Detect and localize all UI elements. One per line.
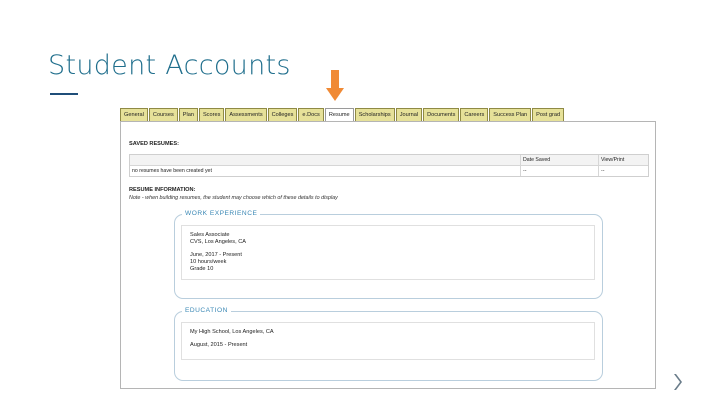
job-grade: Grade 10: [190, 266, 214, 272]
tab-colleges[interactable]: Colleges: [268, 108, 298, 121]
tab-plan[interactable]: Plan: [179, 108, 198, 121]
slide-title: Student Accounts: [48, 50, 291, 81]
title-underline: [50, 93, 78, 95]
tab-resume[interactable]: Resume: [325, 108, 354, 121]
tab-general[interactable]: General: [120, 108, 148, 121]
empty-resumes-message: no resumes have been created yet: [132, 168, 212, 174]
education-group: [174, 307, 603, 381]
column-header-date-saved: Date Saved: [520, 155, 598, 165]
column-header: [130, 155, 520, 165]
employer: CVS, Los Angeles, CA: [190, 239, 246, 245]
education-card[interactable]: [181, 322, 595, 360]
tab-scholarships[interactable]: Scholarships: [355, 108, 395, 121]
work-experience-legend: WORK EXPERIENCE: [182, 210, 260, 217]
tab-edocs[interactable]: e.Docs: [298, 108, 323, 121]
arrow-down-icon: [326, 70, 344, 102]
resume-screenshot: [120, 108, 656, 388]
tab-bar: [120, 108, 564, 121]
tab-journal[interactable]: Journal: [396, 108, 422, 121]
column-header-view-print: View/Print: [598, 155, 648, 165]
work-experience-card[interactable]: [181, 225, 595, 280]
chevron-right-icon[interactable]: [673, 372, 683, 392]
table-header-row: [130, 155, 648, 166]
job-dates: June, 2017 - Present: [190, 252, 242, 258]
education-dates: August, 2015 - Present: [190, 342, 248, 348]
tab-scores[interactable]: Scores: [199, 108, 224, 121]
tab-documents[interactable]: Documents: [423, 108, 459, 121]
tab-success-plan[interactable]: Success Plan: [489, 108, 531, 121]
resume-information-note: Note - when building resumes, the student may choose which of these details to display: [129, 195, 338, 201]
date-saved-cell: --: [520, 166, 598, 176]
job-hours: 10 hours/week: [190, 259, 227, 265]
tab-courses[interactable]: Courses: [149, 108, 178, 121]
school-name: My High School, Los Angeles, CA: [190, 329, 274, 335]
tab-post-grad[interactable]: Post grad: [532, 108, 564, 121]
resume-panel: [120, 121, 656, 389]
resume-information-heading: RESUME INFORMATION:: [129, 187, 196, 193]
job-title: Sales Associate: [190, 232, 230, 238]
table-row: [130, 166, 648, 176]
saved-resumes-heading: SAVED RESUMES:: [129, 141, 179, 147]
saved-resumes-table: [129, 154, 649, 177]
tab-assessments[interactable]: Assessments: [225, 108, 266, 121]
education-legend: EDUCATION: [182, 307, 231, 314]
tab-careers[interactable]: Careers: [460, 108, 488, 121]
work-experience-group: [174, 210, 603, 299]
view-print-cell: --: [598, 166, 648, 176]
